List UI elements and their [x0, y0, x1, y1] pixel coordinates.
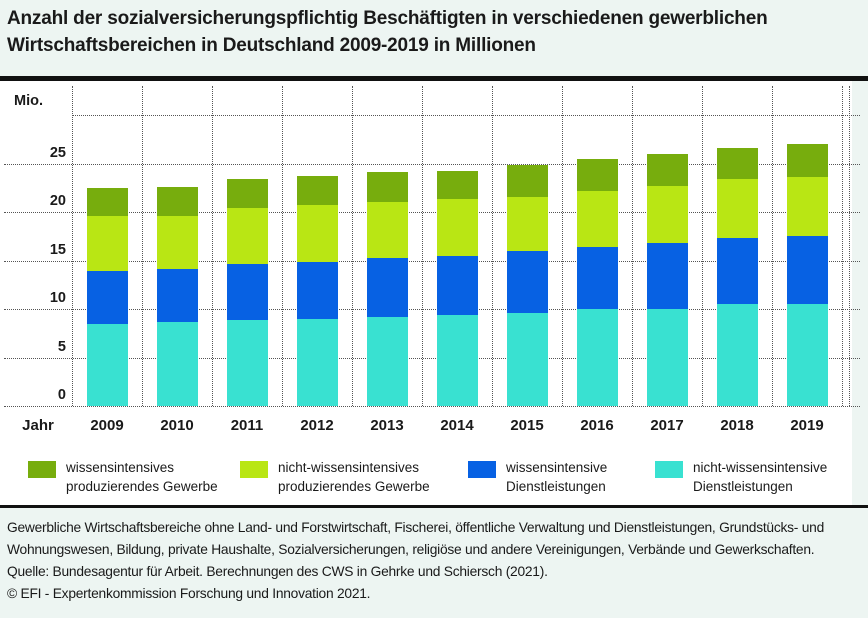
v-gridline-frame-right [849, 86, 850, 406]
bar-segment-2018 [717, 179, 758, 238]
x-tick-label-2019: 2019 [790, 417, 824, 434]
v-gridline-10 [772, 86, 773, 406]
v-gridline-6 [492, 86, 493, 406]
title-divider-rule [0, 76, 868, 81]
bar-segment-2018 [717, 148, 758, 179]
bar-segment-2010 [157, 216, 198, 269]
bar-segment-2017 [647, 243, 688, 309]
x-tick-label-2009: 2009 [90, 417, 124, 434]
chart-title [7, 5, 863, 59]
bar-segment-2016 [577, 191, 618, 247]
bar-segment-2011 [227, 208, 268, 263]
bar-segment-2015 [507, 313, 548, 406]
y-axis-unit-label: Mio. [14, 93, 43, 109]
bar-segment-2009 [87, 271, 128, 323]
bar-segment-2009 [87, 324, 128, 406]
y-tick-label-10: 10 [49, 290, 66, 307]
bar-segment-2011 [227, 264, 268, 320]
legend-label: nicht-wissensintensives produzierendes Gewerbe [278, 460, 430, 494]
legend-label: wissensintensives produzierendes Gewerbe [66, 460, 218, 494]
h-gridline-30 [72, 115, 860, 116]
x-tick-label-2013: 2013 [370, 417, 404, 434]
bar-segment-2015 [507, 251, 548, 313]
x-tick-label-2010: 2010 [160, 417, 194, 434]
x-tick-label-2015: 2015 [510, 417, 544, 434]
x-axis-label: Jahr [22, 417, 54, 434]
legend-divider-rule [0, 505, 868, 508]
bar-segment-2013 [367, 172, 408, 201]
bar-segment-2018 [717, 238, 758, 304]
legend-label: wissensintensive Dienstleistungen [506, 460, 608, 494]
bar-segment-2017 [647, 309, 688, 406]
bar-segment-2015 [507, 165, 548, 197]
bar-segment-2016 [577, 247, 618, 309]
v-gridline-5 [422, 86, 423, 406]
v-gridline-9 [702, 86, 703, 406]
footnotes [7, 517, 824, 605]
bar-segment-2012 [297, 176, 338, 205]
bar-segment-2014 [437, 315, 478, 406]
x-tick-label-2012: 2012 [300, 417, 334, 434]
legend-label: nicht-wissensintensive Dienstleistungen [693, 460, 828, 494]
bar-segment-2012 [297, 262, 338, 319]
bar-segment-2015 [507, 197, 548, 251]
bar-segment-2019 [787, 177, 828, 236]
v-gridline-11 [842, 86, 843, 406]
bar-segment-2010 [157, 187, 198, 216]
bar-segment-2013 [367, 317, 408, 406]
y-tick-label-5: 5 [57, 338, 66, 355]
bar-segment-2010 [157, 322, 198, 406]
chart-title-line2: Wirtschaftsbereichen in Deutschland 2009-2019 in Millionen [7, 35, 536, 56]
chart-title-line1: Anzahl der sozialversicherungspflichtig Beschäftigten in verschiedenen gewerblichen [7, 8, 768, 29]
legend-swatch-icon [28, 461, 56, 478]
bar-segment-2016 [577, 309, 618, 406]
bar-segment-2011 [227, 179, 268, 208]
x-tick-label-2017: 2017 [650, 417, 684, 434]
bar-segment-2010 [157, 269, 198, 321]
bar-segment-2014 [437, 199, 478, 256]
v-gridline-8 [632, 86, 633, 406]
h-gridline-0 [4, 406, 860, 407]
bar-segment-2011 [227, 320, 268, 406]
bar-segment-2017 [647, 186, 688, 243]
bar-segment-2019 [787, 304, 828, 406]
bar-segment-2016 [577, 159, 618, 191]
v-gridline-3 [282, 86, 283, 406]
v-gridline-4 [352, 86, 353, 406]
legend-swatch-icon [240, 461, 268, 478]
x-tick-label-2014: 2014 [440, 417, 474, 434]
legend-swatch-icon [468, 461, 496, 478]
bar-segment-2019 [787, 144, 828, 177]
y-tick-label-0: 0 [57, 387, 66, 403]
footnote-line-2: Wohnungswesen, Bildung, private Haushalte, Sozialversicherungen, religiöse und andere Vereinigungen, Verbände und Gewerkschaften. [7, 542, 815, 557]
bar-segment-2009 [87, 188, 128, 216]
bar-segment-2013 [367, 202, 408, 258]
footnote-line-3: Quelle: Bundesagentur für Arbeit. Berechnungen des CWS in Gehrke und Schiersch (2021). [7, 564, 548, 579]
v-gridline-1 [142, 86, 143, 406]
y-tick-label-25: 25 [49, 144, 66, 161]
bar-segment-2009 [87, 216, 128, 271]
y-tick-label-20: 20 [49, 193, 66, 210]
footnote-line-1: Gewerbliche Wirtschaftsbereiche ohne Land- und Forstwirtschaft, Fischerei, öffentliche Verwaltung und Dienstleistungen, Grundstücks- und [7, 520, 824, 535]
x-tick-label-2016: 2016 [580, 417, 614, 434]
v-gridline-0 [72, 86, 73, 406]
bar-segment-2014 [437, 256, 478, 315]
bar-segment-2014 [437, 171, 478, 199]
footnote-line-4: © EFI - Expertenkommission Forschung und Innovation 2021. [7, 586, 371, 601]
bar-segment-2012 [297, 205, 338, 261]
x-tick-label-2011: 2011 [230, 417, 264, 434]
bar-segment-2013 [367, 258, 408, 317]
x-tick-label-2018: 2018 [720, 417, 754, 434]
bar-segment-2012 [297, 319, 338, 406]
legend-swatch-icon [655, 461, 683, 478]
bar-segment-2018 [717, 304, 758, 406]
v-gridline-7 [562, 86, 563, 406]
bar-segment-2019 [787, 236, 828, 304]
bar-segment-2017 [647, 154, 688, 186]
v-gridline-2 [212, 86, 213, 406]
y-tick-label-15: 15 [49, 241, 66, 258]
